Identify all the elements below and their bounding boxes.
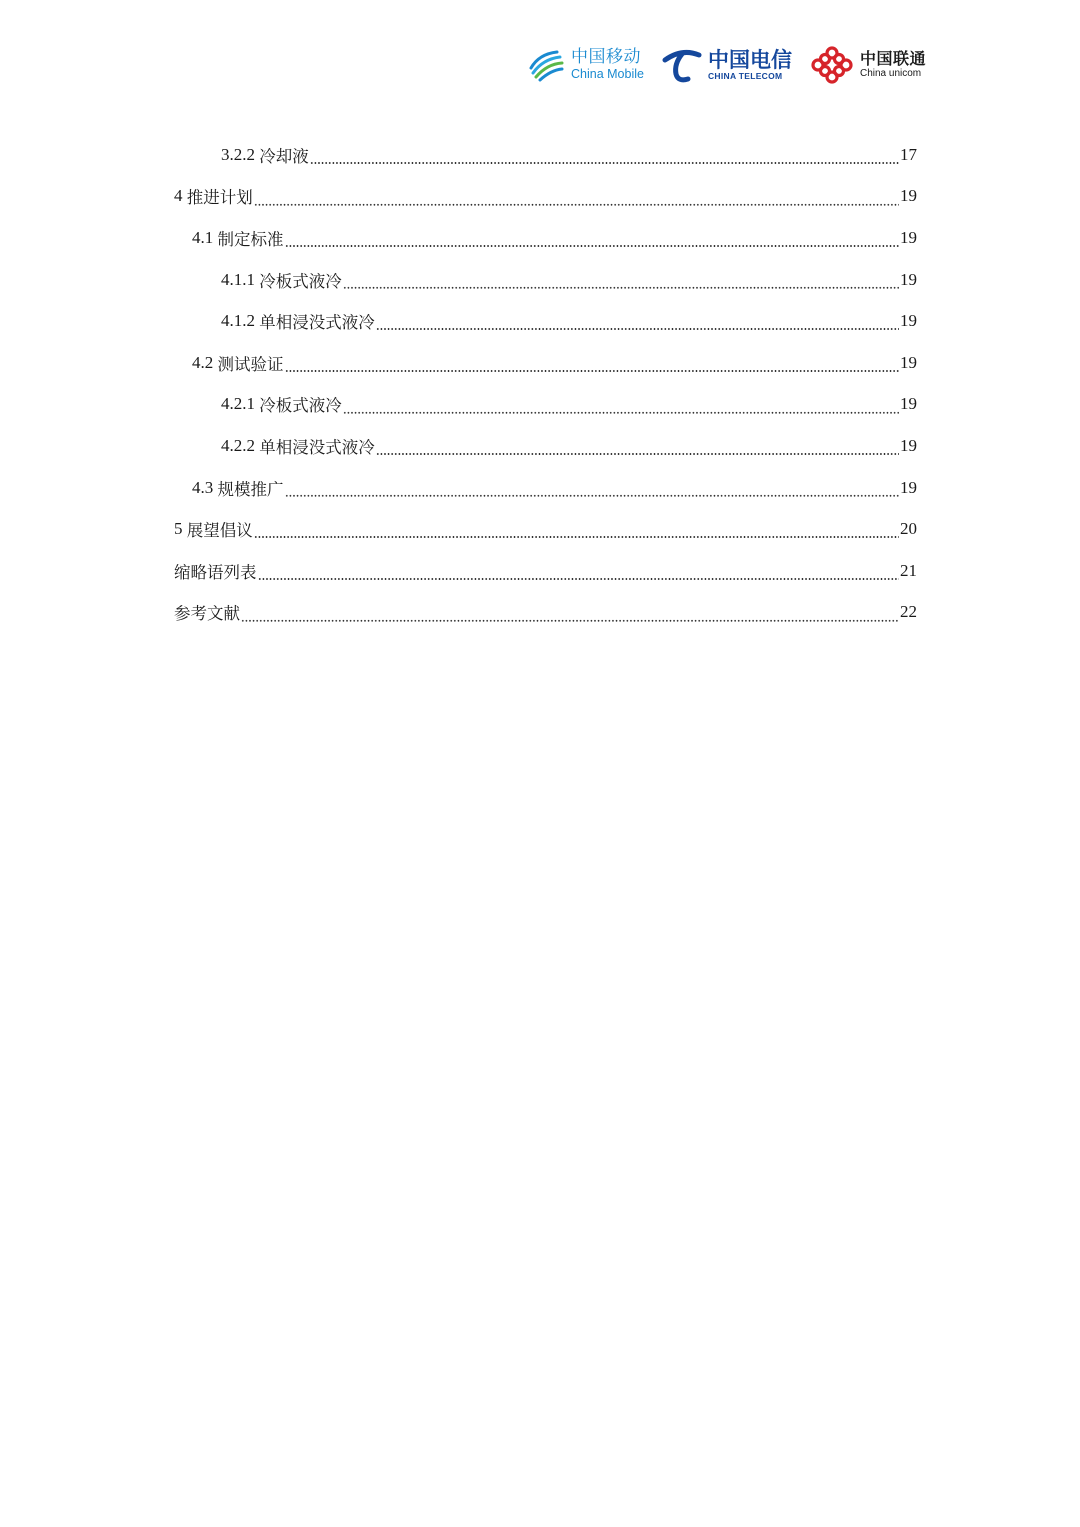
toc-entry-number: 4.1.1 — [221, 269, 255, 289]
toc-entry-page: 19 — [900, 269, 917, 289]
toc-entry[interactable] — [174, 508, 917, 550]
toc-entry[interactable] — [174, 176, 917, 218]
toc-entry-page: 19 — [900, 186, 917, 206]
toc-entry-page: 19 — [900, 227, 917, 247]
toc-dot-leader — [343, 410, 899, 414]
toc-entry-title: 推进计划 — [186, 188, 253, 208]
toc-entry[interactable] — [174, 425, 917, 467]
china-mobile-emblem-icon — [527, 46, 565, 84]
china-telecom-zh: 中国电信 — [707, 47, 792, 73]
toc-dot-leader — [285, 493, 900, 497]
toc-entry-title: 冷板式液冷 — [259, 396, 342, 416]
toc-entry-number: 5 — [174, 519, 183, 539]
toc-entry-page: 17 — [900, 144, 917, 164]
toc-entry-page: 19 — [900, 435, 917, 455]
toc-entry-title: 展望倡议 — [186, 521, 253, 541]
china-mobile-zh: 中国移动 — [571, 47, 642, 68]
toc-entry-page: 19 — [900, 311, 917, 331]
toc-entry-number: 4.3 — [192, 477, 214, 497]
toc-dot-leader — [376, 452, 899, 456]
china-unicom-logo — [810, 46, 926, 84]
toc-entry-number: 4 — [174, 186, 183, 206]
china-unicom-knot-icon — [810, 46, 854, 84]
toc-dot-leader — [254, 535, 899, 539]
toc-entry-title: 单相浸没式液冷 — [259, 313, 375, 333]
toc-entry[interactable] — [174, 384, 917, 426]
toc-dot-leader — [310, 161, 899, 165]
table-of-contents — [174, 134, 917, 633]
toc-dot-leader — [376, 327, 899, 331]
toc-dot-leader — [285, 244, 900, 248]
toc-entry-page: 22 — [900, 602, 917, 622]
toc-entry-title: 缩略语列表 — [174, 562, 257, 582]
toc-entry-title: 制定标准 — [217, 229, 284, 249]
toc-dot-leader — [254, 202, 899, 206]
toc-entry[interactable] — [174, 342, 917, 384]
china-unicom-en: China unicom — [859, 68, 922, 79]
toc-entry-number: 4.2.2 — [221, 435, 255, 455]
china-telecom-en: CHINA TELECOM — [707, 71, 783, 82]
header-logos — [527, 46, 926, 84]
toc-entry-number: 4.1.2 — [221, 311, 255, 331]
toc-entry-title: 测试验证 — [217, 354, 284, 374]
toc-entry-page: 19 — [900, 352, 917, 372]
toc-entry-number: 4.2 — [192, 352, 214, 372]
toc-entry[interactable] — [174, 217, 917, 259]
toc-entry[interactable] — [174, 467, 917, 509]
toc-entry-page: 20 — [900, 519, 917, 539]
toc-entry[interactable] — [174, 592, 917, 634]
toc-dot-leader — [285, 369, 900, 373]
toc-entry-page: 19 — [900, 477, 917, 497]
toc-entry[interactable] — [174, 259, 917, 301]
toc-entry[interactable] — [174, 550, 917, 592]
toc-entry-number: 3.2.2 — [221, 144, 255, 164]
toc-entry-title: 冷板式液冷 — [259, 271, 342, 291]
china-mobile-logo — [527, 46, 644, 84]
toc-entry-number: 4.2.1 — [221, 394, 255, 414]
toc-entry-page: 21 — [900, 560, 917, 580]
toc-entry-title: 冷却液 — [259, 146, 309, 166]
toc-dot-leader — [258, 577, 900, 581]
toc-entry[interactable] — [174, 134, 917, 176]
toc-entry-page: 19 — [900, 394, 917, 414]
toc-entry-title: 规模推广 — [217, 479, 284, 499]
toc-dot-leader — [241, 618, 899, 622]
toc-entry[interactable] — [174, 300, 917, 342]
china-unicom-zh: 中国联通 — [859, 49, 926, 68]
toc-dot-leader — [343, 285, 899, 289]
china-telecom-logo — [662, 46, 792, 84]
toc-entry-title: 参考文献 — [174, 604, 240, 624]
toc-entry-title: 单相浸没式液冷 — [259, 437, 375, 457]
toc-entry-number: 4.1 — [192, 227, 214, 247]
china-mobile-en: China Mobile — [571, 67, 644, 82]
china-telecom-emblem-icon — [662, 46, 702, 84]
